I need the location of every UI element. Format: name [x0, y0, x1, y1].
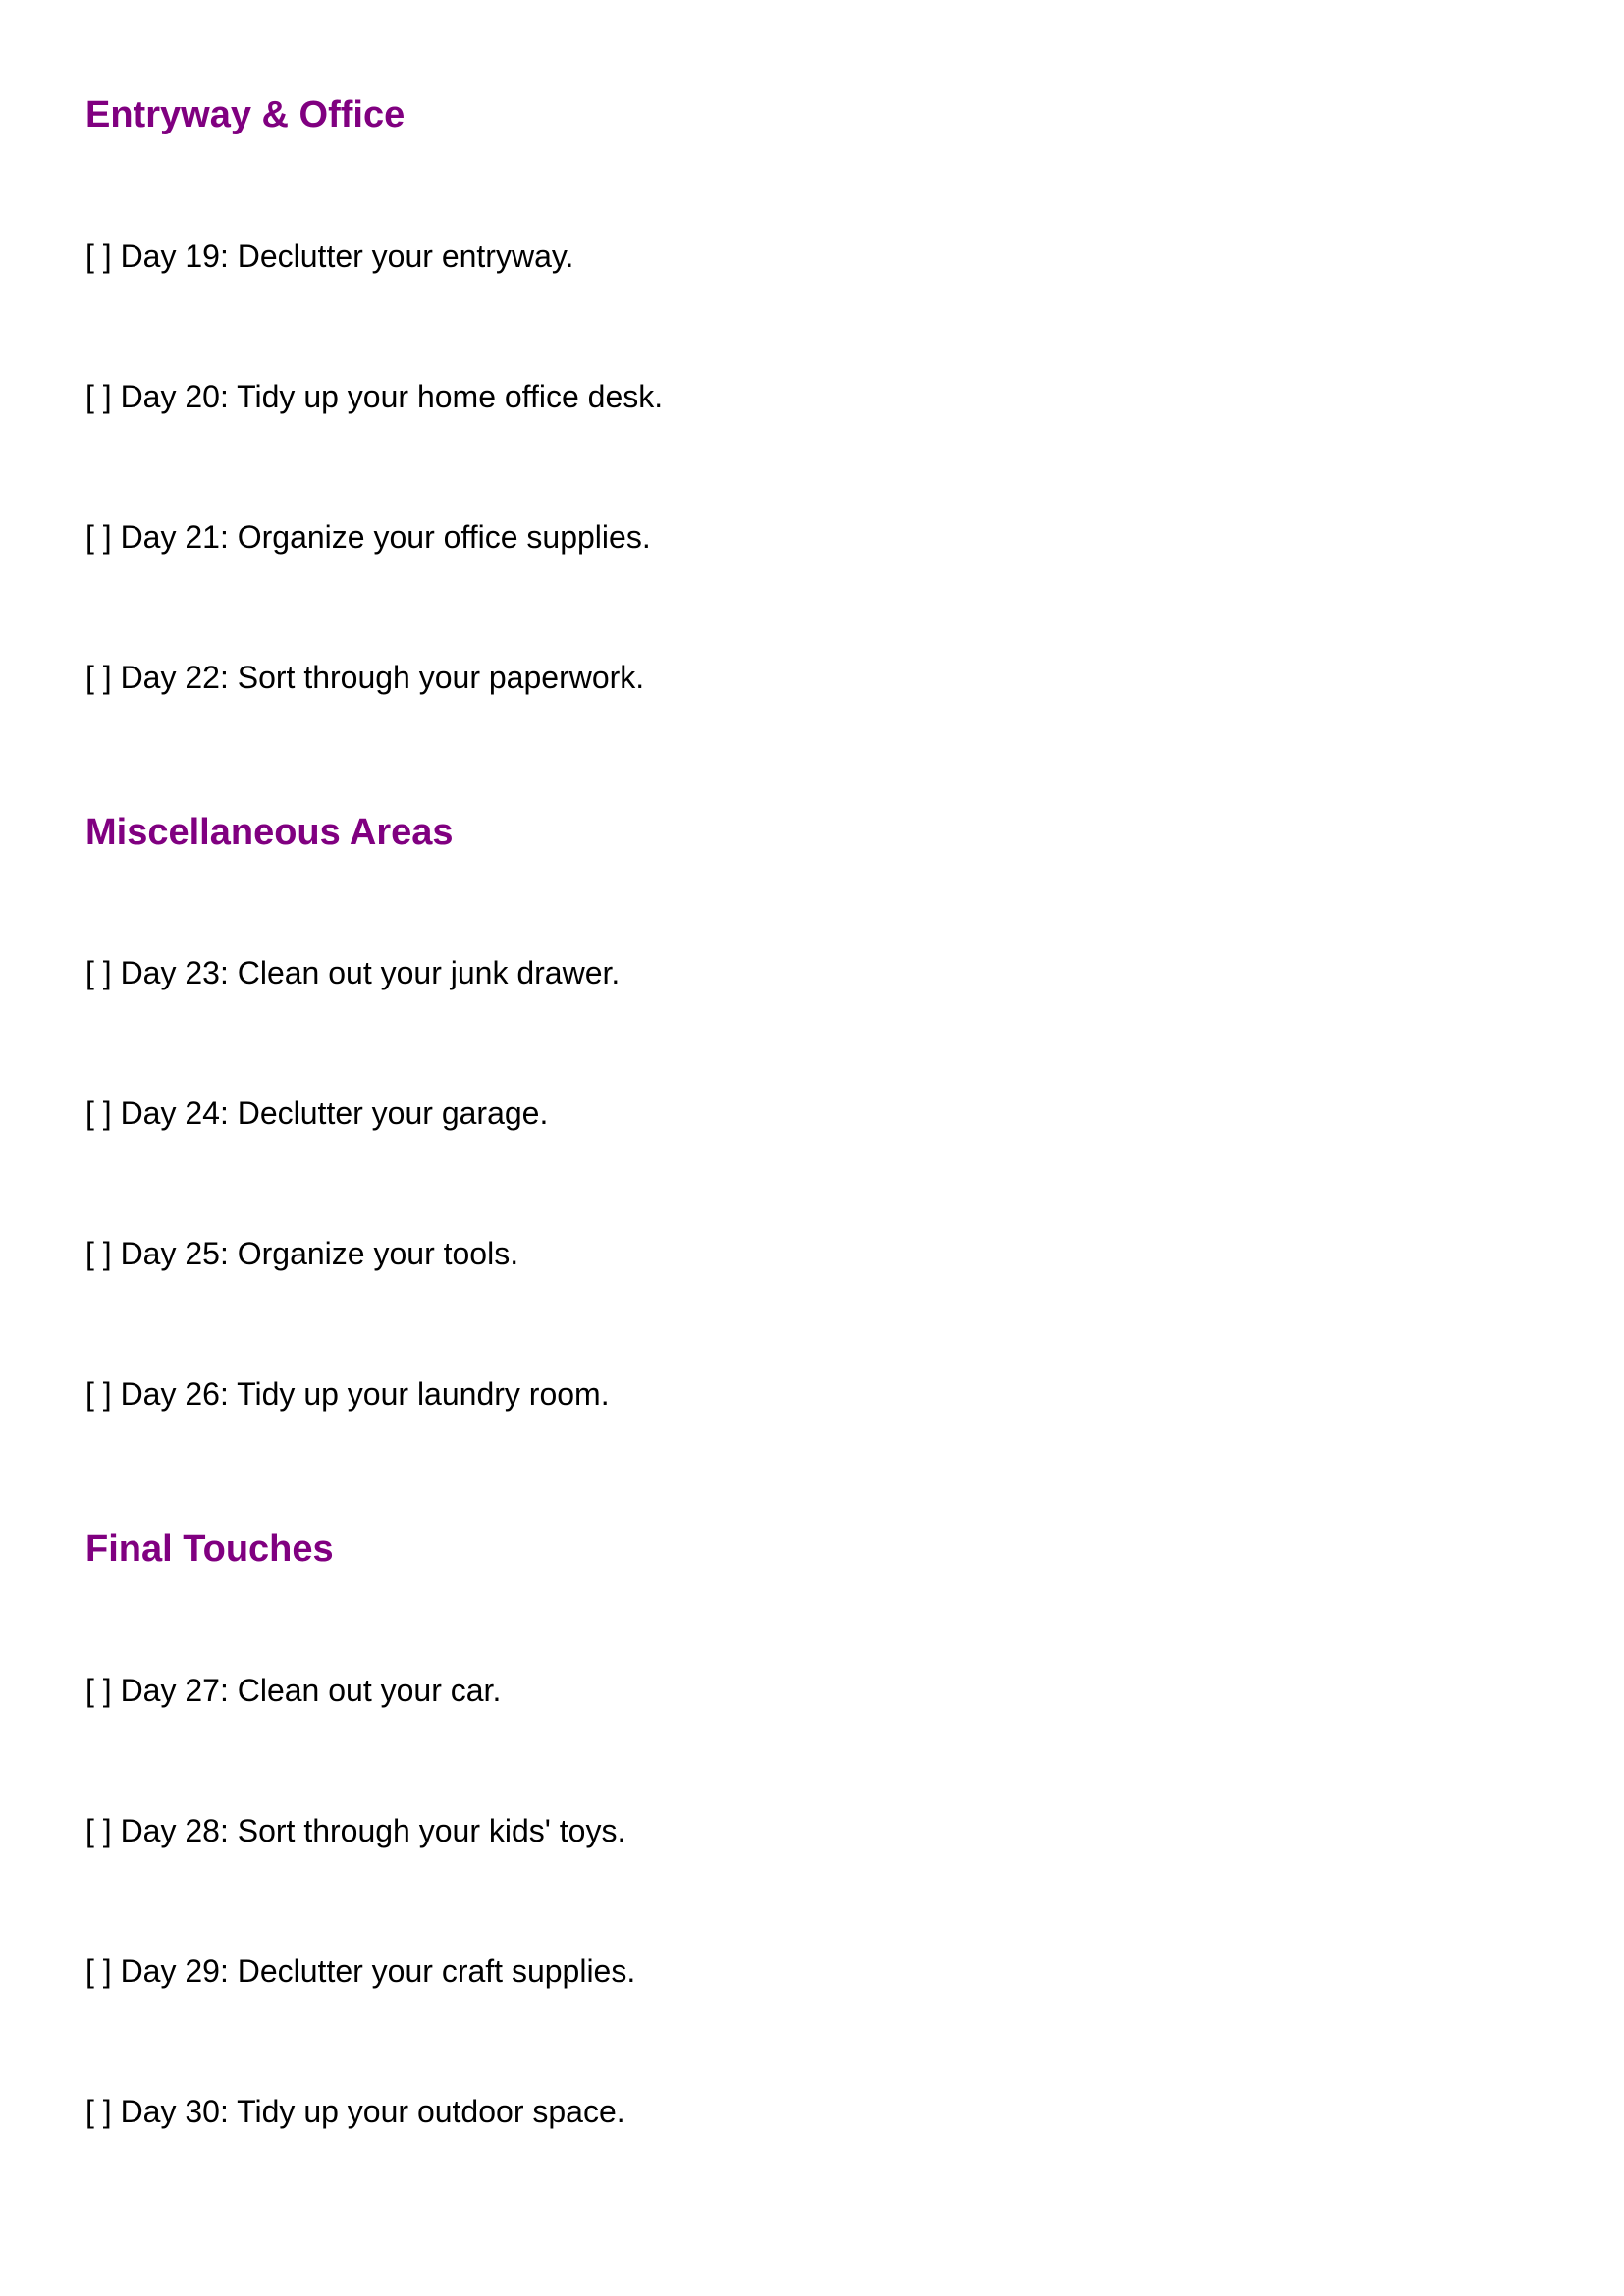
- checklist-item-text: Day 23: Clean out your junk drawer.: [120, 955, 621, 990]
- checkbox-marker[interactable]: [ ]: [85, 519, 112, 555]
- section-heading-miscellaneous-areas: Miscellaneous Areas: [85, 812, 454, 853]
- checklist-item-text: Day 25: Organize your tools.: [120, 1236, 519, 1271]
- checkbox-marker[interactable]: [ ]: [85, 1376, 112, 1412]
- checkbox-marker[interactable]: [ ]: [85, 660, 112, 695]
- checkbox-marker[interactable]: [ ]: [85, 1813, 112, 1848]
- checklist-item-text: Day 24: Declutter your garage.: [120, 1095, 549, 1131]
- checklist-item-text: Day 20: Tidy up your home office desk.: [120, 379, 664, 414]
- checkbox-marker[interactable]: [ ]: [85, 1095, 112, 1131]
- checklist-item-text: Day 19: Declutter your entryway.: [120, 239, 574, 274]
- checklist-item-text: Day 28: Sort through your kids' toys.: [120, 1813, 626, 1848]
- checklist-item-day-26: [85, 1375, 610, 1413]
- checklist-item-day-25: [85, 1235, 518, 1272]
- checklist-item-text: Day 30: Tidy up your outdoor space.: [120, 2094, 625, 2129]
- checklist-item-day-27: [85, 1672, 501, 1709]
- checklist-item-text: Day 27: Clean out your car.: [120, 1673, 502, 1708]
- checklist-item-text: Day 26: Tidy up your laundry room.: [120, 1376, 610, 1412]
- checkbox-marker[interactable]: [ ]: [85, 1673, 112, 1708]
- checklist-item-day-21: [85, 518, 651, 556]
- checklist-item-day-24: [85, 1095, 548, 1132]
- checklist-item-day-30: [85, 2093, 625, 2130]
- checklist-item-day-19: [85, 238, 573, 275]
- section-heading-entryway-office: Entryway & Office: [85, 94, 406, 135]
- checklist-item-text: Day 21: Organize your office supplies.: [120, 519, 651, 555]
- checklist-item-day-23: [85, 954, 620, 991]
- checkbox-marker[interactable]: [ ]: [85, 239, 112, 274]
- checklist-item-day-22: [85, 659, 644, 696]
- checkbox-marker[interactable]: [ ]: [85, 2094, 112, 2129]
- checkbox-marker[interactable]: [ ]: [85, 379, 112, 414]
- checklist-item-day-28: [85, 1812, 625, 1849]
- checkbox-marker[interactable]: [ ]: [85, 1953, 112, 1989]
- checklist-item-text: Day 22: Sort through your paperwork.: [120, 660, 645, 695]
- checkbox-marker[interactable]: [ ]: [85, 1236, 112, 1271]
- checkbox-marker[interactable]: [ ]: [85, 955, 112, 990]
- section-heading-final-touches: Final Touches: [85, 1528, 334, 1570]
- checklist-item-day-29: [85, 1952, 635, 1990]
- checklist-item-day-20: [85, 378, 663, 415]
- checklist-item-text: Day 29: Declutter your craft supplies.: [120, 1953, 636, 1989]
